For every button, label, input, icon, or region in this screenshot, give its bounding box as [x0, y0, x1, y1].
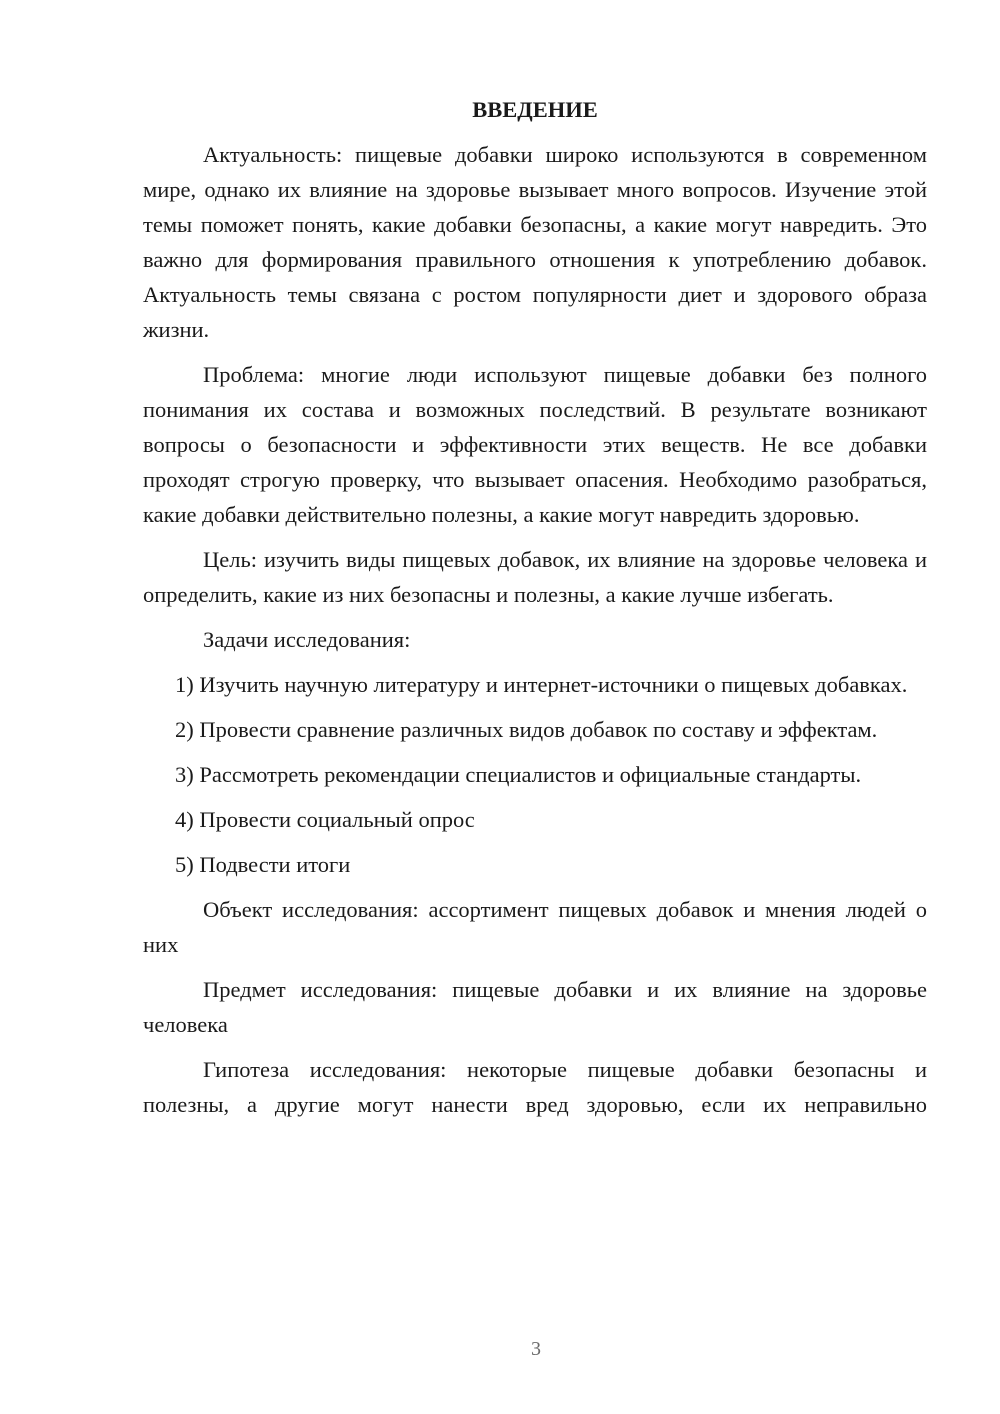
goal-paragraph: Цель: изучить виды пищевых добавок, их влияние на здоровье человека и определить, какие из них безопасны и полезны, а какие лучше избегать. — [143, 547, 927, 607]
task-item-1: 1) Изучить научную литературу и интернет-источники о пищевых добавках. — [175, 672, 908, 697]
page-content — [143, 92, 927, 1132]
task-item-2: 2) Провести сравнение различных видов добавок по составу и эффектам. — [175, 717, 878, 742]
section-heading: ВВЕДЕНИЕ — [472, 97, 598, 122]
task-item-4: 4) Провести социальный опрос — [175, 807, 475, 832]
task-item-5: 5) Подвести итоги — [175, 852, 351, 877]
hypothesis-paragraph: Гипотеза исследования: некоторые пищевые добавки безопасны и полезны, а другие могут нанести вред здоровью, если их неправильно — [143, 1057, 927, 1117]
subject-paragraph: Предмет исследования: пищевые добавки и их влияние на здоровье человека — [143, 977, 927, 1037]
problem-paragraph: Проблема: многие люди используют пищевые добавки без полного понимания их состава и возможных последствий. В результате возникают вопросы о безопасности и эффективности этих веществ. Не все добавки проходят строгую проверку, что вызывает опасения. Необходимо разобраться, какие добавки действительно полезны, а какие могут навредить здоровью. — [143, 362, 927, 527]
relevance-paragraph: Актуальность: пищевые добавки широко используются в современном мире, однако их влияние на здоровье вызывает много вопросов. Изучение этой темы поможет понять, какие добавки безопасны, а какие могут навредить. Это важно для формирования правильного отношения к употреблению добавок. Актуальность темы связана с ростом популярности диет и здорового образа жизни. — [143, 142, 927, 342]
task-item-3: 3) Рассмотреть рекомендации специалистов и официальные стандарты. — [175, 762, 862, 787]
object-paragraph: Объект исследования: ассортимент пищевых добавок и мнения людей о них — [143, 897, 927, 957]
tasks-heading: Задачи исследования: — [203, 627, 411, 652]
page-number: 3 — [531, 1338, 541, 1360]
